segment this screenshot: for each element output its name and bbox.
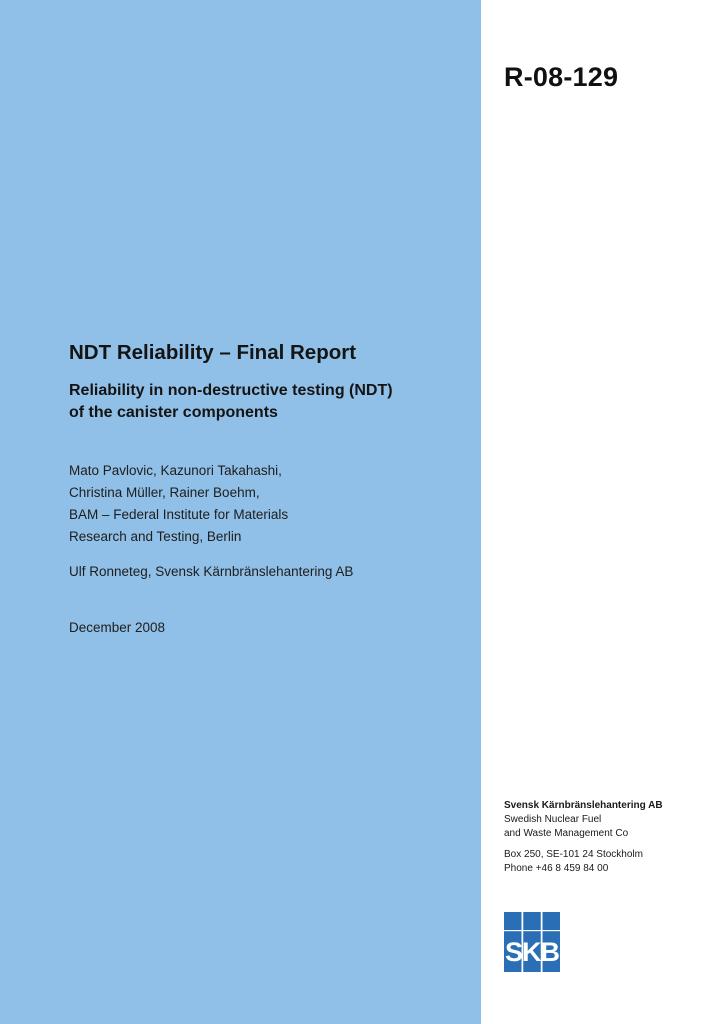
publisher-block xyxy=(504,799,704,876)
skb-logo-stripe xyxy=(504,930,560,931)
author-line: Research and Testing, Berlin xyxy=(69,529,242,544)
publication-date: December 2008 xyxy=(69,620,166,635)
author-line: BAM – Federal Institute for Materials xyxy=(69,507,289,522)
publisher-name-en-line: Swedish Nuclear Fuel xyxy=(504,814,602,825)
publisher-name: Svensk Kärnbränslehantering AB xyxy=(504,800,663,811)
subtitle-line: of the canister components xyxy=(69,404,278,421)
report-number: R-08-129 xyxy=(504,62,619,92)
report-title: NDT Reliability – Final Report xyxy=(69,341,357,364)
subtitle-line: Reliability in non-destructive testing (NDT) xyxy=(69,382,393,399)
author-line: Mato Pavlovic, Kazunori Takahashi, xyxy=(69,463,282,478)
publisher-name-en-line: and Waste Management Co xyxy=(504,828,629,839)
author-list xyxy=(69,460,288,548)
publisher-address: Box 250, SE-101 24 Stockholm xyxy=(504,849,643,860)
report-subtitle xyxy=(69,380,393,424)
author-line: Christina Müller, Rainer Boehm, xyxy=(69,485,260,500)
skb-logo-text: SKB xyxy=(504,937,560,967)
publisher-phone: Phone +46 8 459 84 00 xyxy=(504,863,609,874)
skb-logo xyxy=(504,912,560,972)
second-author: Ulf Ronneteg, Svensk Kärnbränslehantering AB xyxy=(69,564,354,579)
